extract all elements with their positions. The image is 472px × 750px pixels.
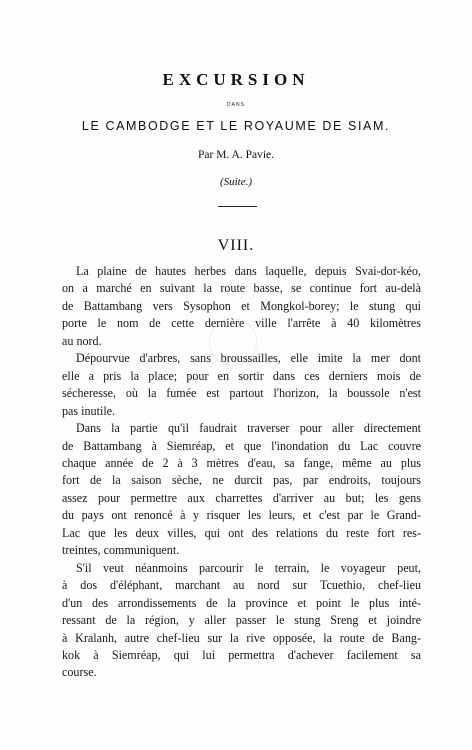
text-line: Lac que les deux villes, qui ont des relations du reste fort res-: [62, 525, 421, 540]
text-line: de Battambang à Siemréap, et que l'inondation du Lac couvre: [62, 438, 421, 453]
continuation-note: (Suite.): [219, 176, 253, 188]
paragraph-4: [62, 560, 421, 682]
text-line: elle a pris la place; pour en sortir dans ces derniers mois de: [62, 368, 421, 383]
text-line: de Battambang vers Sysophon et Mongkol-borey; le stung qui: [62, 298, 421, 313]
text-line: kok à Siemréap, qui lui permettra d'achever facilement sa: [62, 647, 421, 662]
text-line: d'un des arrondissements de la province et point le plus inté-: [62, 595, 421, 610]
paragraph-1: [62, 263, 421, 350]
text-line: du pays ont renoncé à y risquer les leurs, et c'est par le Grand-: [62, 508, 421, 523]
text-line: S'il veut néanmoins parcourir le terrain, le voyageur peut,: [76, 560, 421, 575]
text-line: ressant de la région, y aller passer le stung Sreng et joindre: [62, 613, 421, 628]
text-line: on a marché en suivant la route basse, se continue fort au-delà: [62, 281, 421, 296]
text-line: chaque année de 2 à 3 mètres d'eau, sa fange, même au plus: [62, 455, 421, 470]
text-line: Dans la partie qu'il faudrait traverser pour aller directement: [76, 421, 421, 436]
author-line: Par M. A. Pavie.: [197, 149, 275, 161]
text-line: Dépourvue d'arbres, sans broussailles, elle imite la mer dont: [76, 351, 421, 366]
body-text: [62, 263, 421, 682]
section-divider: [218, 206, 257, 207]
paragraph-2: [62, 350, 421, 420]
paragraph-3: [62, 420, 421, 560]
article-subtitle: LE CAMBODGE ET LE ROYAUME DE SIAM.: [81, 119, 391, 133]
text-line: pas inutile.: [62, 403, 116, 418]
title-connector: DANS: [227, 102, 245, 108]
text-line: porte le nom de cette dernière ville l'arrête à 40 kilomètres: [62, 316, 421, 331]
text-line: au nord.: [62, 333, 102, 348]
text-line: sécheresse, où la fumée est partout l'horizon, la boussole n'est: [62, 386, 421, 401]
text-line: La plaine de hautes herbes dans laquelle, depuis Svai-dor-kéo,: [76, 264, 421, 278]
article-title: EXCURSION: [162, 70, 310, 89]
text-line: fort de la saison sèche, ne durcit pas, par endroits, toujours: [62, 473, 421, 488]
text-line: à dos d'éléphant, marchant au nord sur Tcuethio, chef-lieu: [62, 578, 421, 593]
text-line: assez pour permettre aux charrettes d'arriver au but; les gens: [62, 490, 421, 505]
chapter-heading: VIII.: [217, 237, 255, 254]
text-line: course.: [62, 665, 97, 680]
text-line: à Kralanh, autre chef-lieu sur la rive opposée, la route de Bang-: [62, 630, 421, 645]
text-line: treintes, communiquent.: [62, 543, 180, 558]
